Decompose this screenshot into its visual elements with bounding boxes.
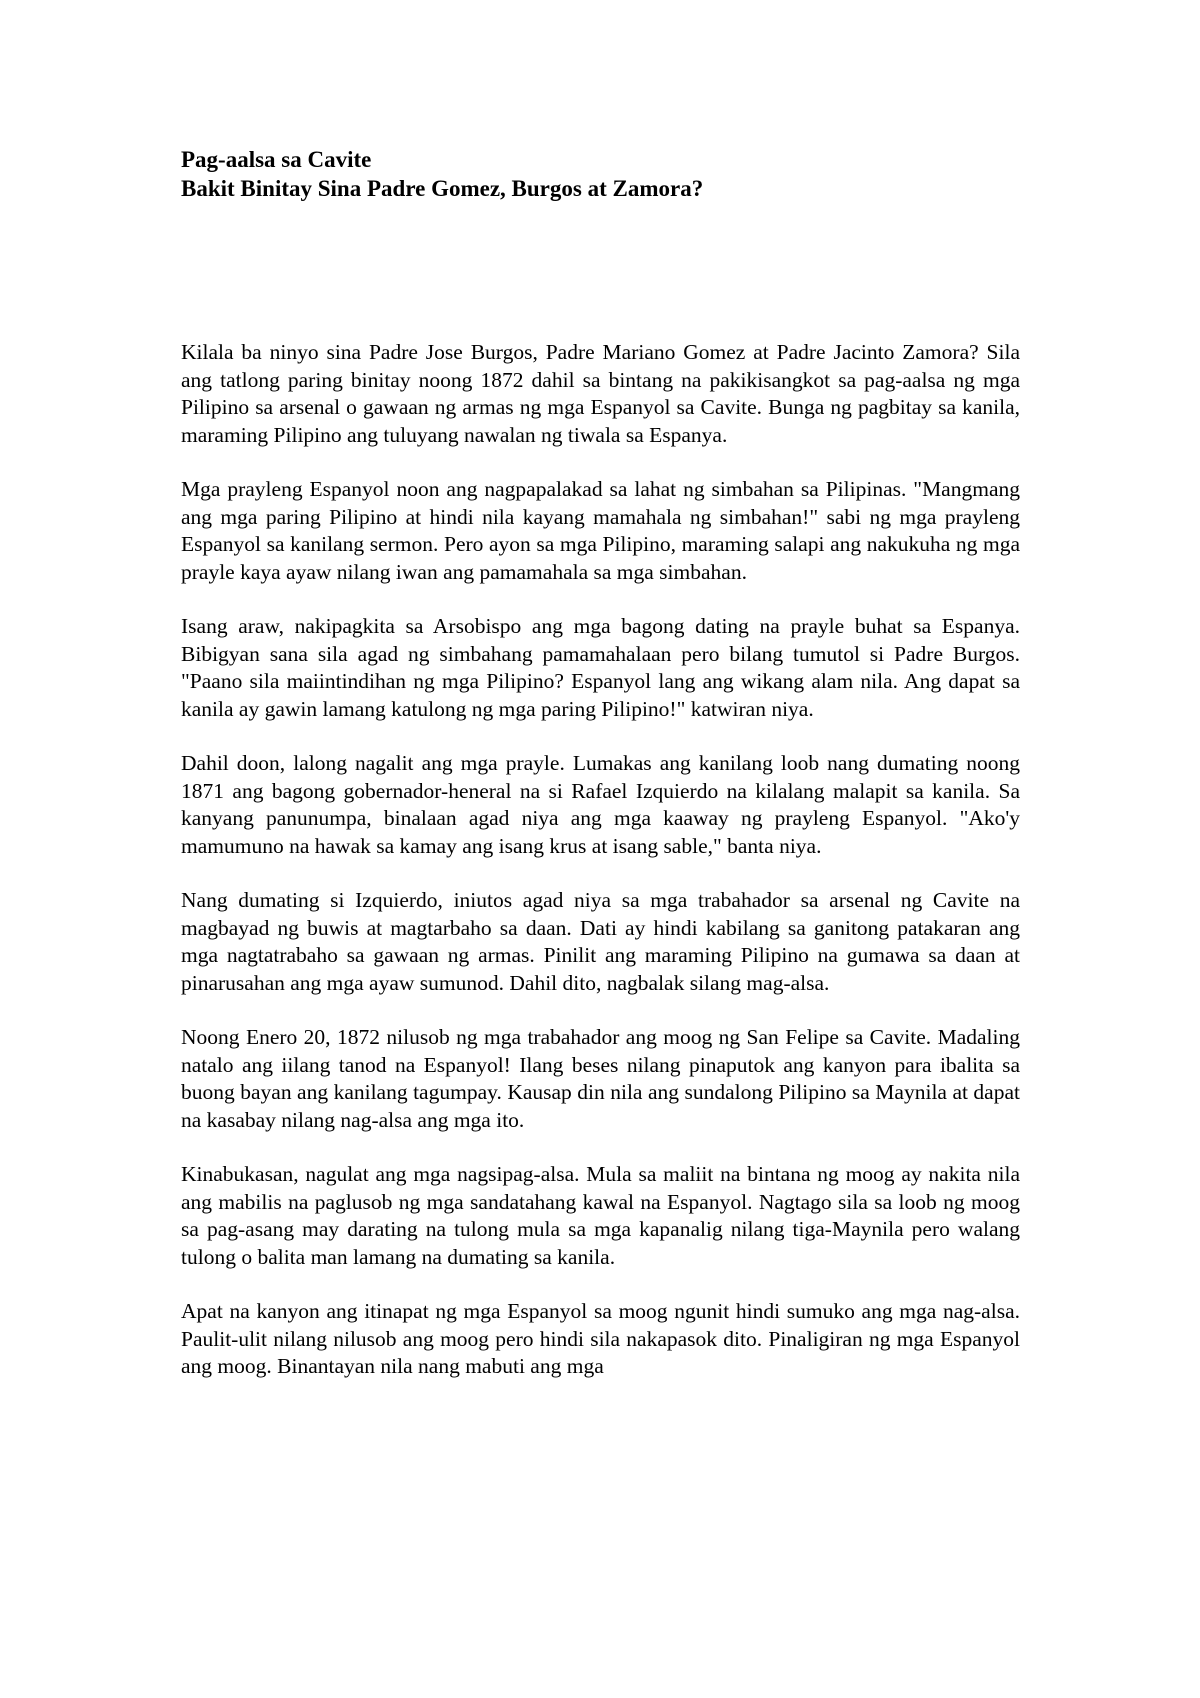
document-content	[181, 145, 1020, 1408]
document-title: Pag-aalsa sa Cavite	[181, 147, 372, 172]
paragraph-5: Nang dumating si Izquierdo, iniutos agad niya sa mga trabahador sa arsenal ng Cavite na magbayad ng buwis at magtarbaho sa daan. Dati ay hindi kabilang sa ganitong patakaran ang mga nagtatrabaho sa gawaan ng armas. Pinilit ang maraming Pilipino na gumawa sa daan at pinarusahan ang mga ayaw sumunod. Dahil dito, nagbalak silang mag-alsa.	[181, 888, 1020, 995]
paragraph-2: Mga prayleng Espanyol noon ang nagpapalakad sa lahat ng simbahan sa Pilipinas. "Mangmang ang mga paring Pilipino at hindi nila kayang mamahala ng simbahan!" sabi ng mga prayleng Espanyol sa kanilang sermon. Pero ayon sa mga Pilipino, maraming salapi ang nakukuha ng mga prayle kaya ayaw nilang iwan ang pamamahala sa mga simbahan.	[181, 477, 1020, 584]
paragraph-7: Kinabukasan, nagulat ang mga nagsipag-alsa. Mula sa maliit na bintana ng moog ay nakita nila ang mabilis na paglusob ng mga sandatahang kawal na Espanyol. Nagtago sila sa loob ng moog sa pag-asang may darating na tulong mula sa mga kapanalig nilang tiga-Maynila pero walang tulong o balita man lamang na dumating sa kanila.	[181, 1162, 1020, 1269]
document-body	[181, 339, 1020, 1381]
title-block	[181, 145, 1020, 203]
document-subtitle: Bakit Binitay Sina Padre Gomez, Burgos at Zamora?	[181, 176, 704, 201]
paragraph-8: Apat na kanyon ang itinapat ng mga Espanyol sa moog ngunit hindi sumuko ang mga nag-alsa. Paulit-ulit nilang nilusob ang moog pero hindi sila nakapasok dito. Pinaligiran ng mga Espanyol ang moog. Binantayan nila nang mabuti ang mga	[181, 1299, 1020, 1378]
paragraph-3: Isang araw, nakipagkita sa Arsobispo ang mga bagong dating na prayle buhat sa Espanya. Bibigyan sana sila agad ng simbahang pamamahalaan pero bilang tumutol si Padre Burgos. "Paano sila maiintindihan ng mga Pilipino? Espanyol lang ang wikang alam nila. Ang dapat sa kanila ay gawin lamang katulong ng mga paring Pilipino!" katwiran niya.	[181, 614, 1020, 721]
paragraph-1: Kilala ba ninyo sina Padre Jose Burgos, Padre Mariano Gomez at Padre Jacinto Zamora? Sila ang tatlong paring binitay noong 1872 dahil sa bintang na pakikisangkot sa pag-aalsa ng mga Pilipino sa arsenal o gawaan ng armas ng mga Espanyol sa Cavite. Bunga ng pagbitay sa kanila, maraming Pilipino ang tuluyang nawalan ng tiwala sa Espanya.	[181, 340, 1020, 447]
paragraph-6: Noong Enero 20, 1872 nilusob ng mga trabahador ang moog ng San Felipe sa Cavite. Madaling natalo ang iilang tanod na Espanyol! Ilang beses nilang pinaputok ang kanyon para ibalita sa buong bayan ang kanilang tagumpay. Kausap din nila ang sundalong Pilipino sa Maynila at dapat na kasabay nilang nag-alsa ang mga ito.	[181, 1025, 1020, 1132]
paragraph-4: Dahil doon, lalong nagalit ang mga prayle. Lumakas ang kanilang loob nang dumating noong 1871 ang bagong gobernador-heneral na si Rafael Izquierdo na kilalang malapit sa kanila. Sa kanyang panunumpa, binalaan agad niya ang mga kaaway ng prayleng Espanyol. "Ako'y mamumuno na hawak sa kamay ang isang krus at isang sable," banta niya.	[181, 751, 1020, 858]
